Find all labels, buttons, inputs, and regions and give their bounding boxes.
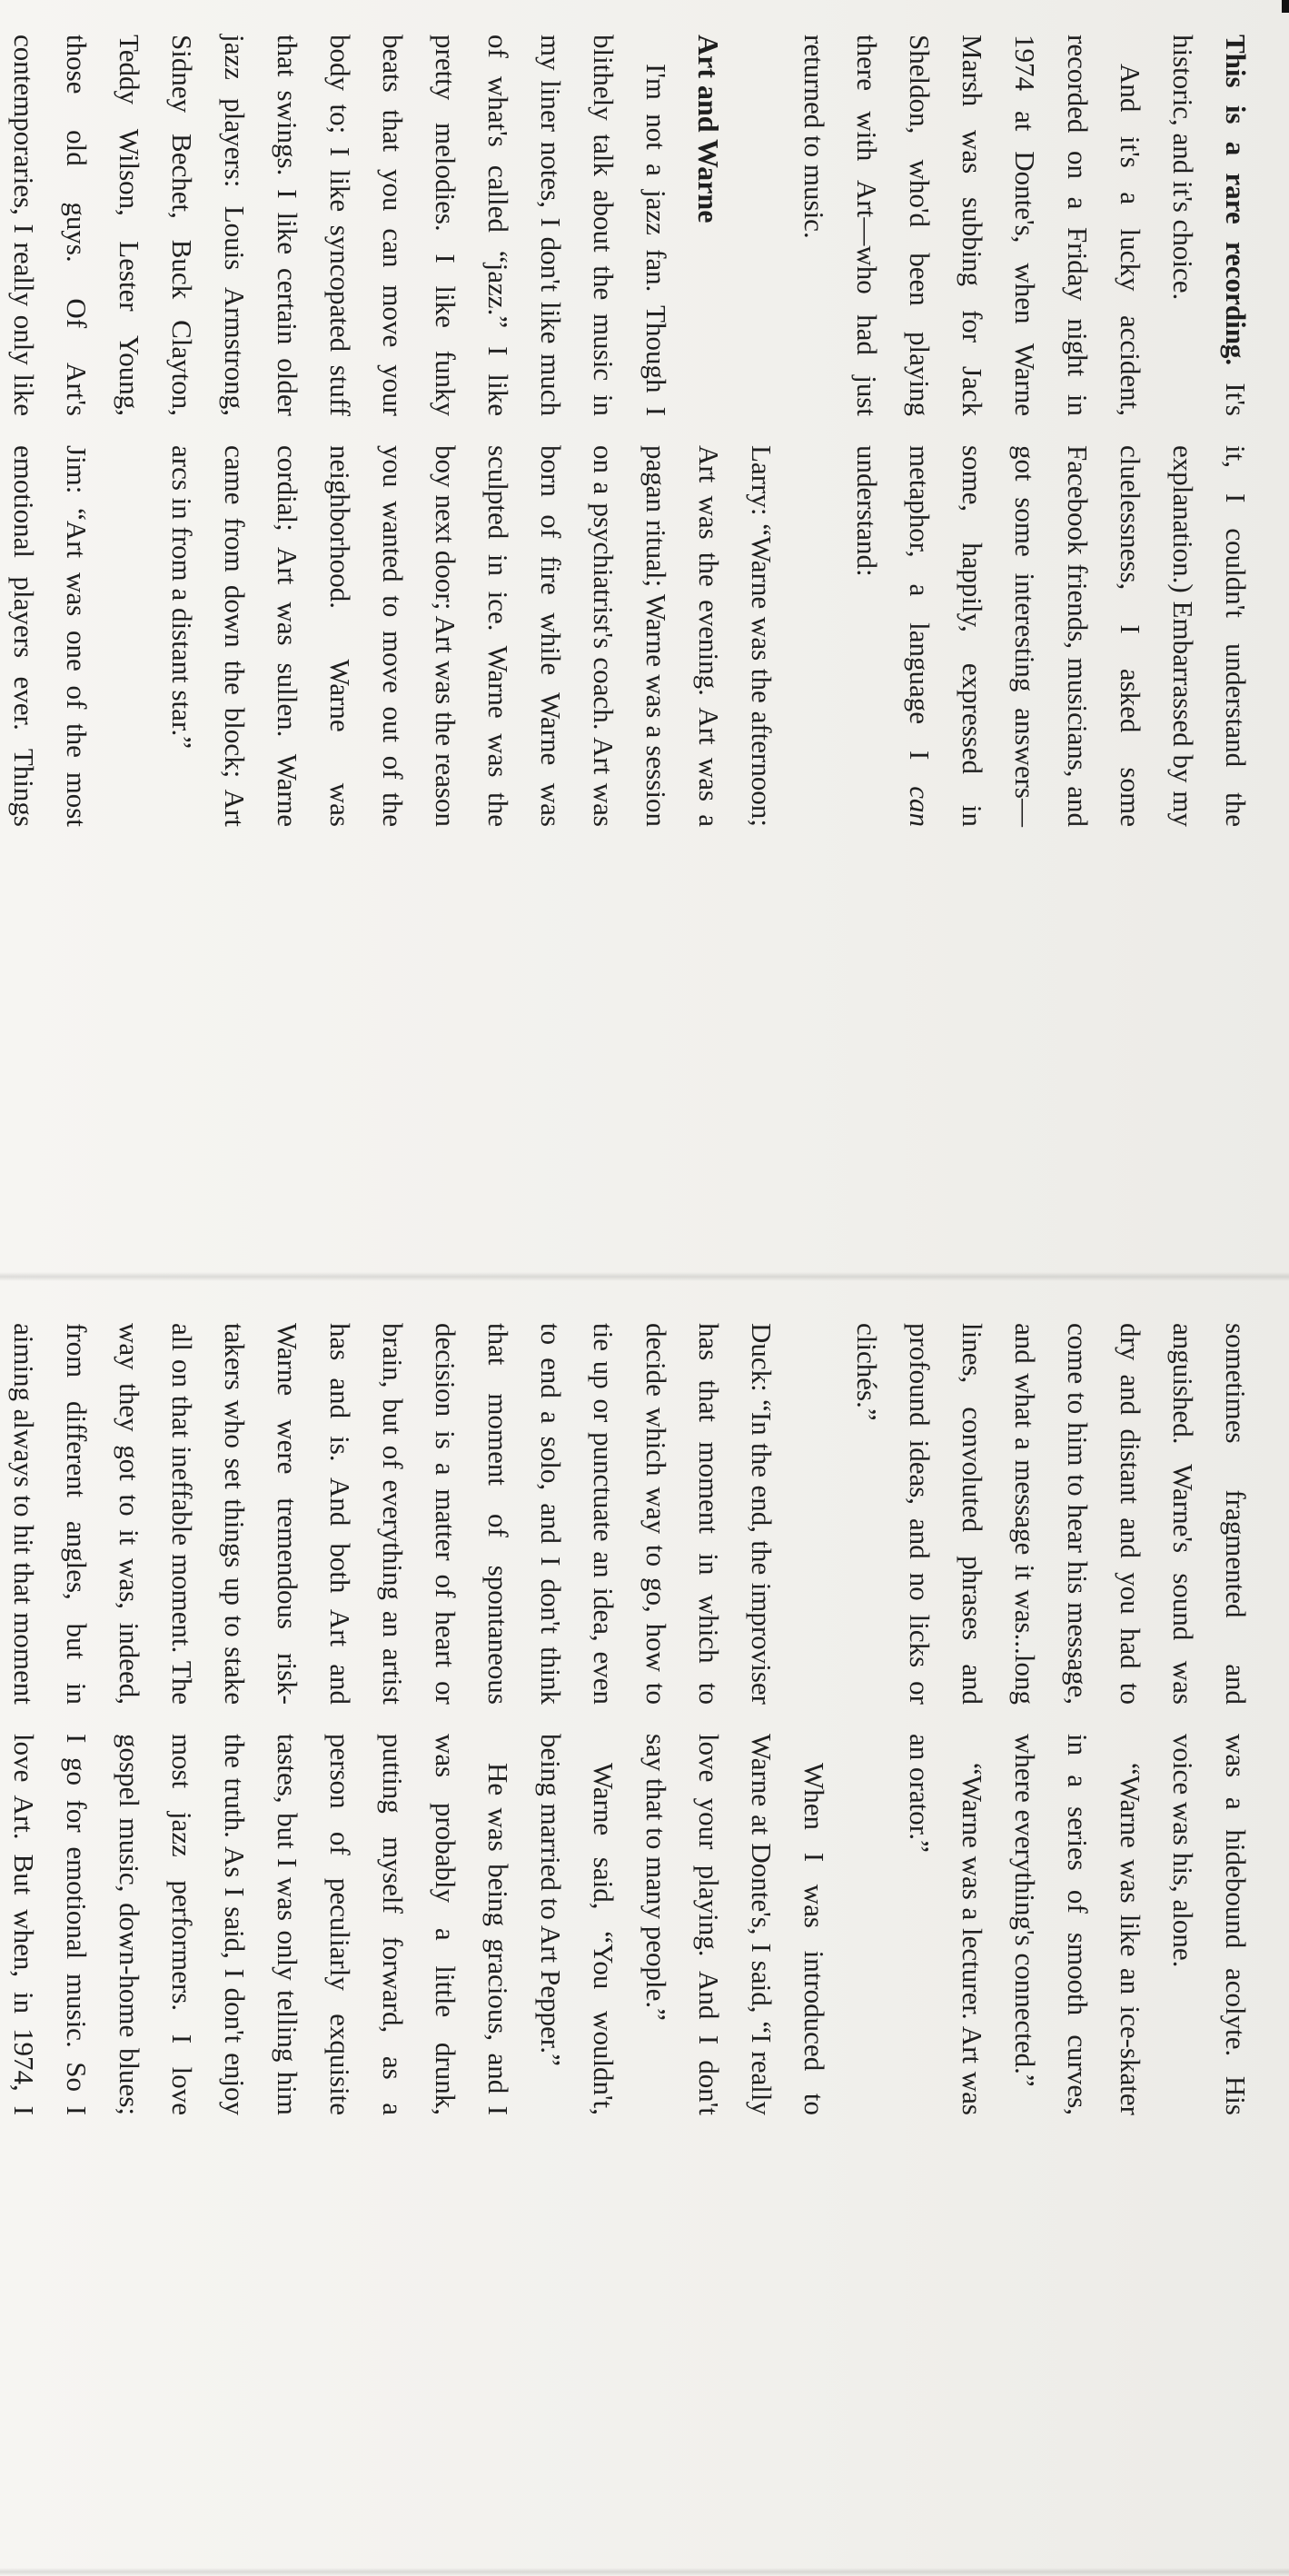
column-2 bbox=[0, 1734, 1262, 2115]
page-fold bbox=[0, 2568, 1289, 2576]
panel-upper bbox=[0, 0, 1289, 1272]
paragraph: sometimes fragmented and anguished. Warne's sound was dry and distant and you had to come to him to hear his message, and what a message it was...long lines, convoluted phrases and profound ideas, and no licks or clichés.” bbox=[851, 1323, 1252, 1705]
quote-duck: Duck: “In the end, the improviser has that moment in which to decide which way to go, how to tie up or punctuate an idea, even to end a solo, and I don't think that moment of spontaneous decision is a matter of heart or brain, but of everything an artist has and is. And both Art and Warne were tremendous risk-takers who set things up to stake all on that ineffable moment. The way they got to it was, indeed, from different angles, but in aiming always to hit that moment bbox=[8, 1323, 778, 1705]
column-1 bbox=[0, 1323, 1262, 1705]
quote-jim: Jim: “Art was one of the most emotional players ever. Things bbox=[8, 445, 93, 827]
paragraph: it, I couldn't understand the explanation.) Embarrassed by my cluelessness, I asked some Facebook friends, musicians, and got some interesting answers—some, happily, expressed in metaphor, a language I can understand: bbox=[851, 445, 1252, 827]
column-2 bbox=[0, 445, 1262, 827]
paragraph: I'm not a jazz fan. Though I blithely talk about the music in my liner notes, I don't like much of what's called “jazz.” I like pretty melodies. I like funky beats that you can move your body to; I like syncopated stuff that swings. I like certain older jazz players: Louis Armstrong, Sidney Bechet, Buck Clayton, Teddy Wilson, Lester Young, those old guys. Of Art's contemporaries, I really only like bbox=[8, 35, 672, 416]
lead-in: This is a rare recording. bbox=[1220, 35, 1252, 366]
paragraph: was a hidebound acolyte. His voice was his, alone. bbox=[1167, 1734, 1252, 2115]
paragraph: “Warne was like an ice-skater in a series of smooth curves, where everything's connected.” bbox=[1009, 1734, 1146, 2115]
paragraph: And it's a lucky accident, recorded on a Friday night in 1974 at Donte's, when Warne Marsh was subbing for Jack Sheldon, who'd been playing there with Art—who had just returned to music. bbox=[798, 35, 1146, 416]
paragraph: Warne said, “You wouldn't, being married to Art Pepper.” bbox=[535, 1734, 620, 2115]
paragraph: “Warne was a lecturer. Art was an orator.” bbox=[904, 1734, 988, 2115]
emphasis: can bbox=[904, 786, 936, 827]
paragraph: When I was introduced to Warne at Donte's, I said, “I really love your playing. And I don't say that to many people.” bbox=[640, 1734, 830, 2115]
quote-larry: Larry: “Warne was the afternoon; Art was the evening. Art was a pagan ritual; Warne was a session on a psychiatrist's coach. Art was born of fire while Warne was sculpted in ice. Warne was the boy next door; Art was the reason you wanted to move out of the neighborhood. Warne was cordial; Art was sullen. Warne came from down the block; Art arcs in from a distant star.” bbox=[166, 445, 778, 827]
paragraph: He was being gracious, and I was probably a little drunk, putting myself forward, as a person of peculiarly exquisite tastes, but I was only telling him the truth. As I said, I don't enjoy most jazz performers. I love gospel music, down-home blues; I go for emotional music. So I love Art. But when, in 1974, I bbox=[8, 1734, 514, 2115]
panel-lower bbox=[0, 1288, 1289, 2561]
column-1 bbox=[0, 35, 1262, 416]
intro-paragraph: This is a rare recording. It's historic, and it's choice. bbox=[1167, 35, 1252, 416]
section-heading: Art and Warne bbox=[692, 35, 725, 224]
page-fold bbox=[0, 1272, 1289, 1281]
